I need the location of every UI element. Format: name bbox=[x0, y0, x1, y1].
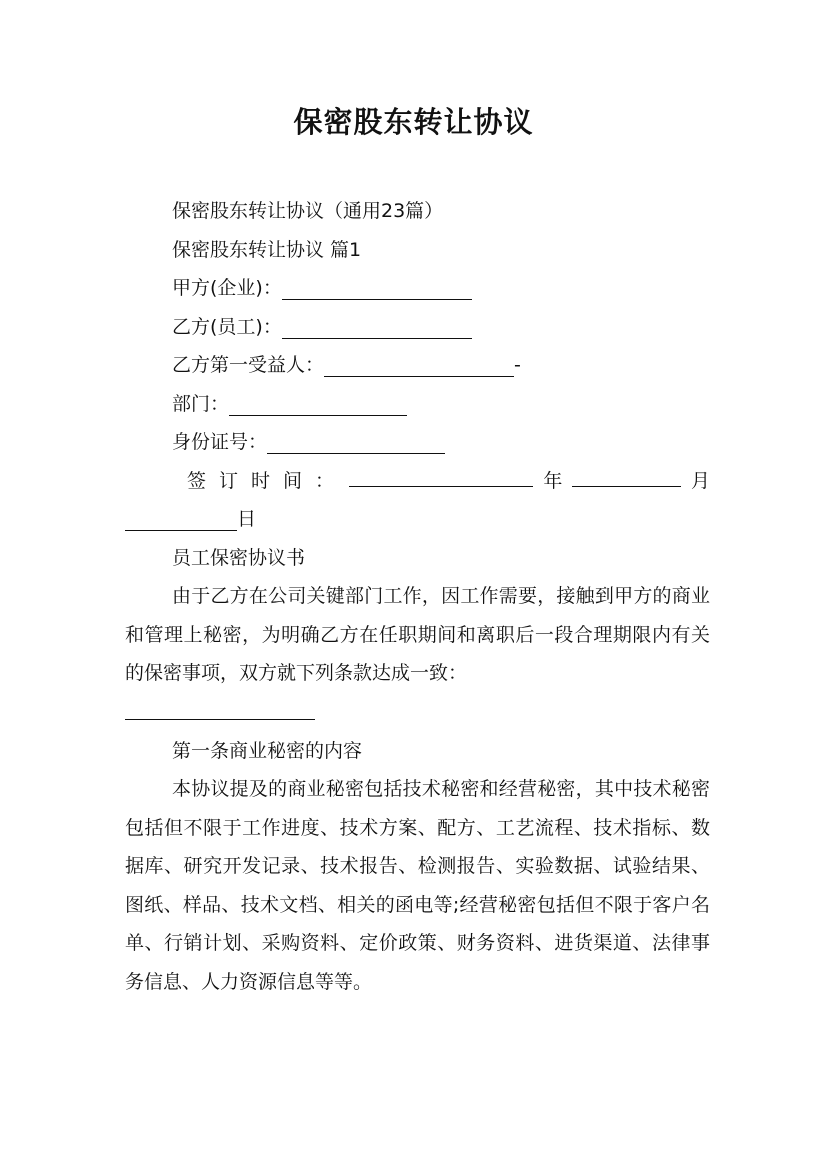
beneficiary-blank bbox=[324, 352, 514, 377]
party-b-blank bbox=[282, 314, 472, 339]
department-field bbox=[125, 385, 710, 424]
document-subtitle: 保密股东转让协议（通用23篇） bbox=[172, 200, 444, 222]
id-number-field bbox=[125, 423, 710, 462]
department-blank bbox=[229, 391, 407, 416]
id-number-label: 身份证号： bbox=[172, 431, 268, 453]
party-a-label: 甲方(企业)： bbox=[172, 277, 282, 299]
department-label: 部门： bbox=[172, 392, 230, 415]
party-a-blank bbox=[282, 275, 472, 300]
document-body bbox=[125, 192, 710, 1001]
party-b-label: 乙方(员工)： bbox=[172, 315, 282, 338]
month-blank bbox=[572, 462, 681, 487]
party-b-field bbox=[125, 308, 710, 347]
document-title: 保密股东转让协议 bbox=[293, 105, 534, 139]
year-label: 年 bbox=[543, 469, 563, 492]
day-field bbox=[125, 500, 710, 539]
day-label: 日 bbox=[237, 508, 257, 530]
day-blank bbox=[125, 506, 237, 531]
intro-trailing-blank bbox=[125, 693, 315, 720]
signed-time-field bbox=[125, 462, 710, 501]
part-heading: 保密股东转让协议 篇1 bbox=[172, 238, 362, 261]
year-blank bbox=[349, 462, 533, 487]
beneficiary-suffix: - bbox=[514, 354, 521, 376]
party-a-field bbox=[125, 269, 710, 308]
beneficiary-label: 乙方第一受益人： bbox=[172, 354, 325, 376]
article-1-body: 本协议提及的商业秘密包括技术秘密和经营秘密，其中技术秘密包括但不限于工作进度、技术方案、配方、工艺流程、技术指标、数据库、研究开发记录、技术报告、检测报告、实验数据、试验结果、图纸、样品、技术文档、相关的函电等;经营秘密包括但不限于客户名单、行销计划、采购资料、定价政策、财务资料、进货渠道、法律事务信息、人力资源信息等等。 bbox=[125, 778, 710, 993]
article-1-title: 第一条商业秘密的内容 bbox=[172, 739, 363, 762]
signed-time-label: 签订时间： bbox=[187, 469, 348, 492]
month-label: 月 bbox=[690, 469, 710, 492]
section-title: 员工保密协议书 bbox=[172, 546, 306, 569]
beneficiary-field bbox=[125, 346, 710, 385]
intro-paragraph: 由于乙方在公司关键部门工作，因工作需要，接触到甲方的商业和管理上秘密，为明确乙方在任职期间和离职后一段合理期限内有关的保密事项，双方就下列条款达成一致： bbox=[125, 585, 710, 684]
id-number-blank bbox=[267, 429, 445, 454]
